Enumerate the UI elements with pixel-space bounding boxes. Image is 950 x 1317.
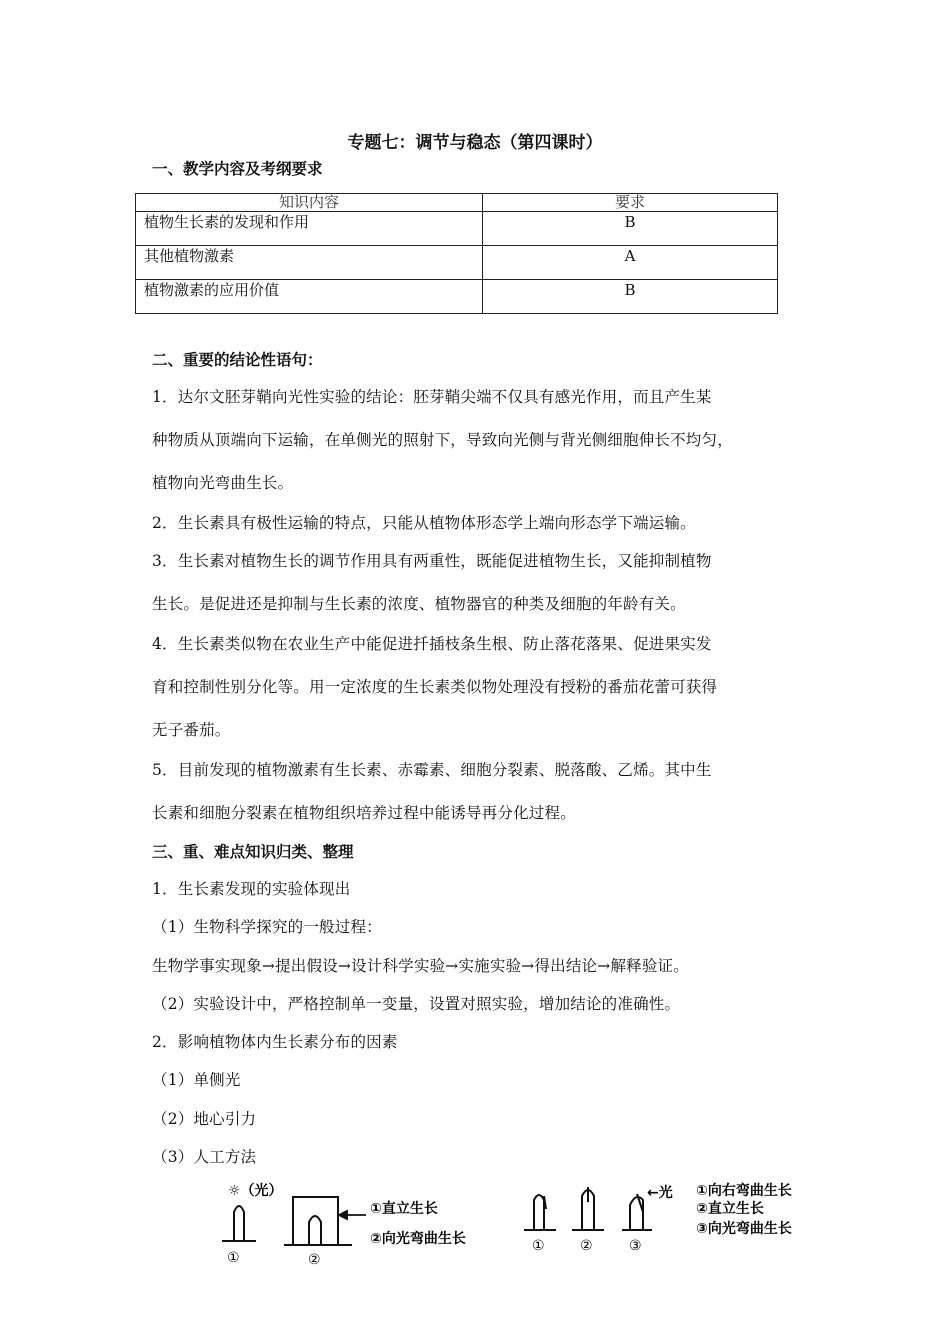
light-direction-label: ←光 [647, 1185, 673, 1201]
paragraph-line: （2）地心引力 [152, 1110, 257, 1128]
paragraph-line: 育和控制性别分化等。用一定浓度的生长素类似物处理没有授粉的番茄花蕾可获得 [152, 678, 718, 696]
table-cell: 其他植物激素 [136, 246, 483, 280]
paragraph-line: 无子番茄。 [152, 721, 231, 739]
result-label: ①向右弯曲生长 [696, 1183, 792, 1199]
coleoptile-1-right [524, 1195, 556, 1230]
result-label: ②直立生长 [696, 1201, 764, 1217]
marker-3-right: ③ [629, 1238, 642, 1254]
paragraph-line: （2）实验设计中，严格控制单一变量，设置对照实验，增加结论的准确性。 [152, 995, 681, 1013]
paragraph-line: 3．生长素对植物生长的调节作用具有两重性，既能促进植物生长，又能抑制植物 [152, 552, 712, 570]
paragraph-line: 种物质从顶端向下运输，在单侧光的照射下，导致向光侧与背光侧细胞伸长不均匀， [152, 431, 733, 449]
paragraph-line: （3）人工方法 [152, 1148, 257, 1166]
table-cell: B [483, 280, 778, 314]
result-label: ③向光弯曲生长 [696, 1221, 792, 1237]
marker-1-left: ① [227, 1250, 240, 1266]
section1-heading: 一、教学内容及考纲要求 [152, 160, 323, 178]
paragraph-line: 2．生长素具有极性运输的特点，只能从植物体形态学上端向形态学下端运输。 [152, 514, 696, 532]
paragraph-line: 1．达尔文胚芽鞘向光性实验的结论：胚芽鞘尖端不仅具有感光作用，而且产生某 [152, 388, 712, 406]
table-header-requirement: 要求 [483, 194, 778, 212]
coleoptile-2-right [572, 1187, 604, 1230]
table-cell: B [483, 212, 778, 246]
paragraph-line: 植物向光弯曲生长。 [152, 474, 294, 492]
light-source-label: ☼（光） [228, 1183, 283, 1199]
paragraph-line: 2．影响植物体内生长素分布的因素 [152, 1033, 398, 1051]
paragraph-line: 1．生长素发现的实验体现出 [152, 880, 351, 898]
paragraph-line: 生长。是促进还是抑制与生长素的浓度、植物器官的种类及细胞的年龄有关。 [152, 595, 686, 613]
result-label: ①直立生长 [370, 1201, 438, 1217]
table-cell: 植物激素的应用价值 [136, 280, 483, 314]
marker-1-right: ① [532, 1238, 545, 1254]
coleoptile-1-left [222, 1206, 256, 1241]
section3-heading: 三、重、难点知识归类、整理 [152, 843, 354, 861]
paragraph-line: （1）生物科学探究的一般过程： [152, 918, 382, 936]
paragraph-line: 生物学事实现象→提出假设→设计科学实验→实施实验→得出结论→解释验证。 [152, 957, 689, 975]
paragraph-line: 长素和细胞分裂素在植物组织培养过程中能诱导再分化过程。 [152, 804, 576, 822]
table-cell: 植物生长素的发现和作用 [136, 212, 483, 246]
table-header-knowledge: 知识内容 [136, 194, 483, 212]
paragraph-line: 4．生长素类似物在农业生产中能促进扦插枝条生根、防止落花落果、促进果实发 [152, 635, 712, 653]
box-arrow-icon [339, 1211, 366, 1219]
paragraph-line: （1）单侧光 [152, 1071, 241, 1089]
result-label: ②向光弯曲生长 [370, 1231, 466, 1247]
page-title: 专题七：调节与稳态（第四课时） [347, 133, 603, 153]
table-cell: A [483, 246, 778, 280]
coleoptile-2-boxed [284, 1197, 352, 1245]
marker-2-left: ② [308, 1252, 321, 1268]
marker-2-right: ② [580, 1238, 593, 1254]
paragraph-line: 5．目前发现的植物激素有生长素、赤霉素、细胞分裂素、脱落酸、乙烯。其中生 [152, 761, 712, 779]
section2-heading: 二、重要的结论性语句： [152, 351, 323, 369]
